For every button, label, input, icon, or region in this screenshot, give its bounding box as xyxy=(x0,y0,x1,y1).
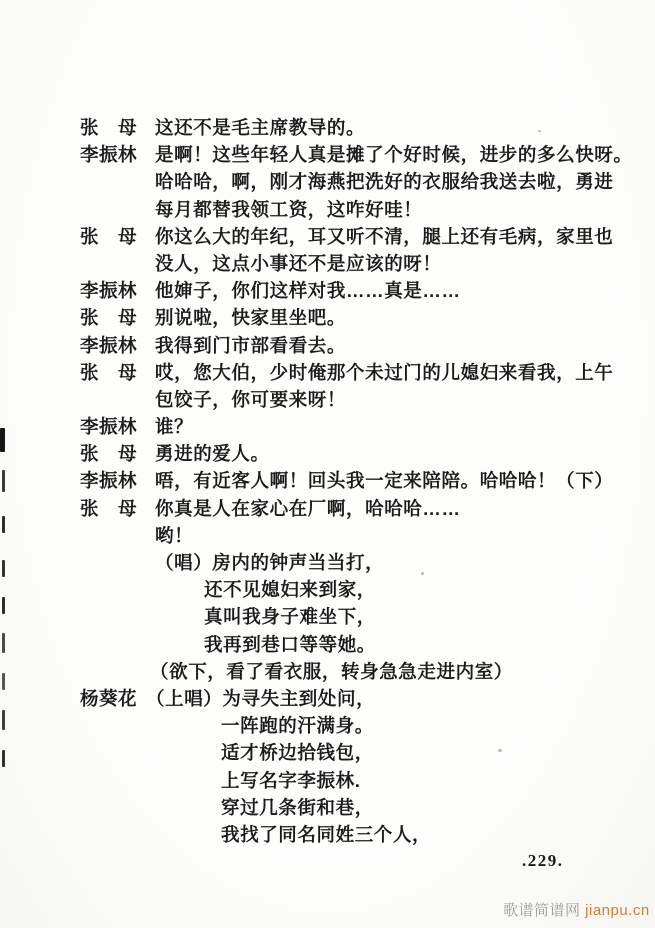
scan-mark xyxy=(2,516,5,533)
script-line xyxy=(0,196,655,223)
line-text: 别说啦，快家里坐吧。 xyxy=(155,307,347,329)
watermark-domain-link[interactable]: jianpu.cn xyxy=(585,902,650,919)
line-text: 勇进的爱人。 xyxy=(155,443,270,465)
line-text: （欲下，看了看衣服，转身急急走进内室） xyxy=(150,660,513,682)
watermark-site-name: 歌谱简谱网 xyxy=(503,902,586,919)
page-number: .229. xyxy=(522,851,564,870)
script-line xyxy=(0,603,655,630)
speaker-name: 张 母 xyxy=(80,117,138,138)
scan-speck xyxy=(498,749,502,752)
script-line xyxy=(0,304,655,331)
script-line xyxy=(0,821,655,848)
line-text: 唔，有近客人啊！回头我一定来陪陪。哈哈哈！（下） xyxy=(155,470,614,492)
line-text: 上写名字李振林. xyxy=(221,769,361,791)
scan-speck xyxy=(421,572,424,575)
speaker-name: 张 母 xyxy=(80,225,138,247)
line-text: 谁？ xyxy=(155,416,194,438)
line-text: 没人，这点小事还不是应该的呀！ xyxy=(155,252,442,274)
script-line xyxy=(0,168,655,195)
script-line xyxy=(0,522,655,549)
line-text: （唱）房内的钟声当当打， xyxy=(155,552,385,573)
line-text: 适才桥边拾钱包， xyxy=(221,742,374,764)
script-line xyxy=(0,767,655,794)
speaker-name: 杨葵花 xyxy=(80,687,138,709)
line-text: 真叫我身子难坐下， xyxy=(204,606,376,628)
watermark xyxy=(503,899,650,920)
script-line xyxy=(0,440,655,467)
speaker-name: 张 母 xyxy=(80,497,138,519)
line-text: 他婶子，你们这样对我……真是…… xyxy=(155,280,461,302)
speaker-name: 张 母 xyxy=(80,307,138,329)
speaker-name: 李振林 xyxy=(80,470,138,492)
script-line xyxy=(0,658,655,685)
speaker-name: 李振林 xyxy=(80,334,138,356)
script-line xyxy=(0,495,655,522)
line-text: 哈哈哈，啊，刚才海燕把洗好的衣服给我送去啦，勇进 xyxy=(155,171,614,193)
scan-mark xyxy=(2,710,5,730)
script-line xyxy=(0,413,655,440)
line-text: 穿过几条街和巷， xyxy=(221,796,374,818)
line-text: 我找了同名同姓三个人， xyxy=(221,823,432,845)
line-text: 哟！ xyxy=(155,524,194,546)
script-line xyxy=(0,631,655,658)
line-text: 是啊！这些年轻人真是摊了个好时候，进步的多么快呀。 xyxy=(155,144,633,166)
script-line xyxy=(0,332,655,359)
scan-mark xyxy=(2,560,5,577)
speaker-name: 李振林 xyxy=(80,416,138,438)
line-text: 还不见媳妇来到家， xyxy=(204,579,376,601)
script-text-block xyxy=(0,114,655,848)
script-line xyxy=(0,114,655,141)
line-text: 包饺子，你可要来呀！ xyxy=(155,388,347,410)
scan-speck xyxy=(538,130,541,132)
line-text: （上唱）为寻失主到处问， xyxy=(146,687,376,709)
scan-mark xyxy=(2,633,5,653)
script-line xyxy=(0,739,655,766)
scan-mark xyxy=(2,750,5,767)
scan-mark xyxy=(2,673,5,690)
line-text: 你这么大的年纪，耳又听不清，腿上还有毛病，家里也 xyxy=(155,225,614,247)
script-line xyxy=(0,712,655,739)
script-line xyxy=(0,277,655,304)
script-line xyxy=(0,467,655,494)
script-line xyxy=(0,794,655,821)
line-text: 一阵跑的汗满身。 xyxy=(221,715,374,737)
line-text: 我得到门市部看看去。 xyxy=(155,334,347,356)
script-line xyxy=(0,549,655,576)
scan-mark xyxy=(2,597,5,614)
script-line xyxy=(0,359,655,386)
line-text: 这还不是毛主席教导的。 xyxy=(155,117,366,138)
script-line xyxy=(0,685,655,712)
line-text: 每月都替我领工资，这咋好哇！ xyxy=(155,198,423,220)
scan-mark xyxy=(2,470,5,492)
line-text: 哎，您大伯，少时俺那个未过门的儿媳妇来看我，上午 xyxy=(155,361,614,383)
line-text: 我再到巷口等等她。 xyxy=(204,633,376,655)
speaker-name: 李振林 xyxy=(80,144,138,166)
script-line xyxy=(0,576,655,603)
scan-mark xyxy=(0,428,5,452)
speaker-name: 张 母 xyxy=(80,361,138,383)
script-line xyxy=(0,250,655,277)
script-line xyxy=(0,141,655,168)
speaker-name: 张 母 xyxy=(80,443,138,465)
speaker-name: 李振林 xyxy=(80,280,138,302)
line-text: 你真是人在家心在厂啊，哈哈哈…… xyxy=(155,497,461,519)
script-line xyxy=(0,223,655,250)
script-line xyxy=(0,386,655,413)
